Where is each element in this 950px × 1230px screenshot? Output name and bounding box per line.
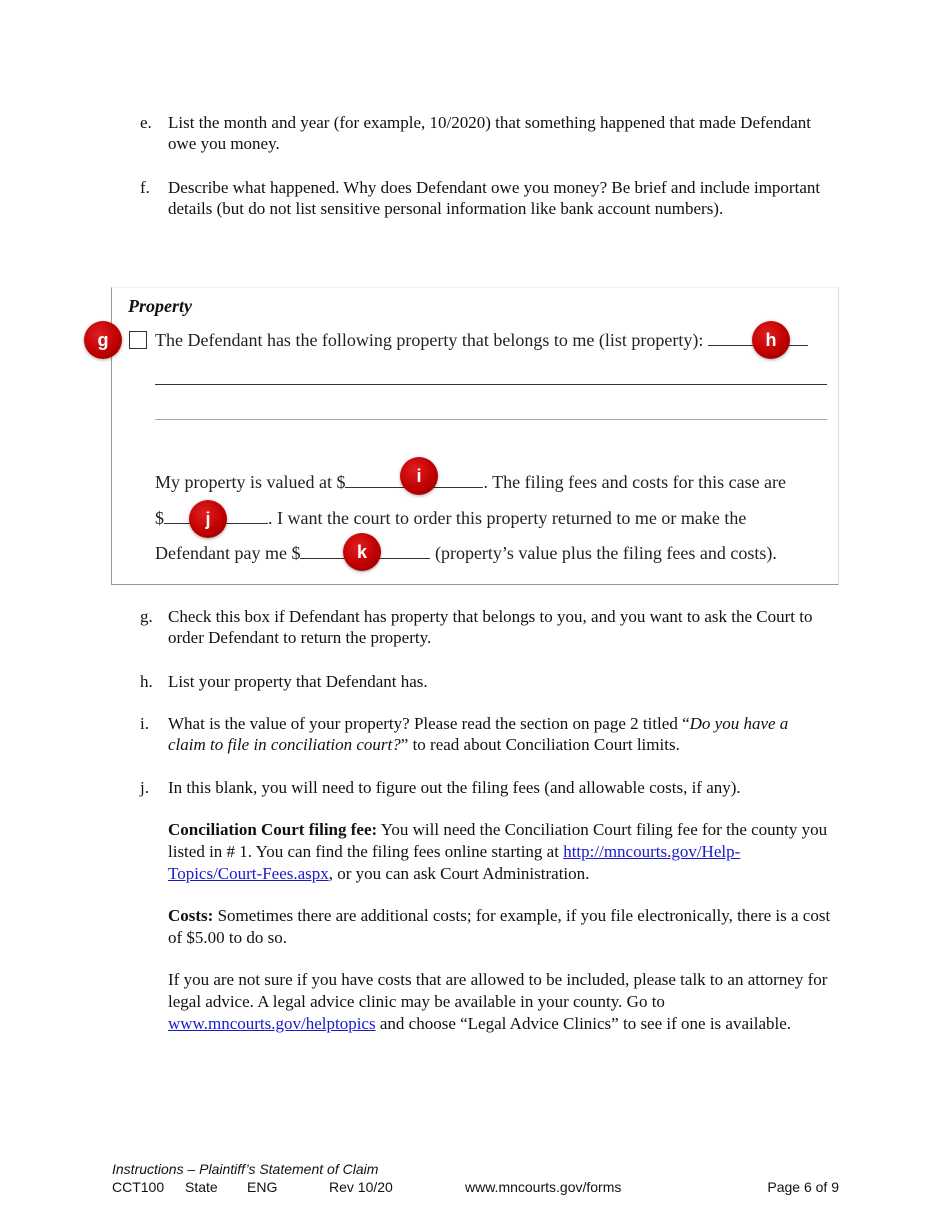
property-claim-text: The Defendant has the following property that belongs to me (list property):: [155, 330, 704, 350]
property-list-line-2[interactable]: [155, 419, 827, 420]
item-text: List the month and year (for example, 10/2020) that something happened that made Defendant owe you money.: [168, 113, 811, 153]
item-label: f.: [140, 178, 150, 197]
marker-i-icon: i: [400, 457, 438, 495]
marker-g-icon: g: [84, 321, 122, 359]
instruction-g: [140, 606, 830, 648]
item-label: j.: [140, 778, 149, 797]
footer-title: Instructions – Plaintiff’s Statement of Claim: [112, 1161, 379, 1177]
filing-fees-suffix: . I want the court to order this property returned to me or make the: [268, 508, 747, 528]
total-pay-line: [155, 543, 777, 564]
property-list-line-1[interactable]: [155, 384, 827, 385]
instruction-j: [140, 777, 830, 798]
legal-advice-paragraph: If you are not sure if you have costs that are allowed to be included, please talk to an attorney for legal advice. A legal advice clinic may be available in your county. Go to www.mncourts.gov/helptopics and choose “Legal Advice Clinics” to see if one is available.: [168, 970, 828, 1033]
total-pay-prefix: Defendant pay me $: [155, 543, 301, 563]
costs-heading: Costs:: [168, 906, 214, 925]
section-title: Do you have a claim to file in conciliation court?: [168, 714, 789, 754]
instruction-f: [140, 177, 830, 219]
item-label: h.: [140, 672, 153, 691]
costs-paragraph: Costs: Sometimes there are additional costs; for example, if you file electronically, there is a cost of $5.00 to do so.: [168, 906, 831, 947]
item-text: Describe what happened. Why does Defendant owe you money? Be brief and include important details (but do not list sensitive personal information like bank account numbers).: [168, 178, 821, 218]
forms-url: www.mncourts.gov/forms: [465, 1179, 622, 1195]
total-pay-suffix: (property’s value plus the filing fees and costs).: [434, 543, 777, 563]
helptopics-link[interactable]: www.mncourts.gov/helptopics: [168, 1014, 376, 1033]
marker-j-icon: j: [189, 500, 227, 538]
item-label: g.: [140, 607, 153, 626]
filing-fee-paragraph: Conciliation Court filing fee: You will need the Conciliation Court filing fee for the county you listed in # 1. You can find the filing fees online starting at http://mncourts.gov/Help-Topics/Court-Fees.aspx, or you can ask Court Administration.: [168, 820, 828, 883]
item-text: In this blank, you will need to figure out the filing fees (and allowable costs, if any).: [168, 778, 741, 797]
marker-k-icon: k: [343, 533, 381, 571]
property-checkbox[interactable]: [129, 331, 147, 349]
item-label: i.: [140, 714, 149, 733]
language: ENG: [247, 1179, 278, 1195]
property-value-prefix: My property is valued at $: [155, 472, 346, 492]
item-text: Check this box if Defendant has property that belongs to you, and you want to ask the Court to order Defendant to return the property.: [168, 607, 813, 647]
filing-fees-prefix: $: [155, 508, 164, 528]
revision: Rev 10/20: [329, 1179, 393, 1195]
property-heading: Property: [128, 296, 192, 316]
marker-h-icon: h: [752, 321, 790, 359]
instruction-h: [140, 671, 830, 692]
property-section: [111, 287, 839, 585]
form-code: CCT100: [112, 1179, 165, 1195]
item-text: What is the value of your property? Please read the section on page 2 titled “Do you have a claim to file in conciliation court?” to read about Conciliation Court limits.: [168, 714, 789, 754]
filing-fees-line: [155, 508, 746, 529]
page-number: Page 6 of 9: [767, 1179, 839, 1195]
property-value-line: [155, 472, 786, 493]
instruction-i: [140, 713, 830, 755]
filing-fee-heading: Conciliation Court filing fee:: [168, 820, 378, 839]
jurisdiction: State: [185, 1179, 218, 1195]
item-label: e.: [140, 113, 152, 132]
property-value-suffix: . The filing fees and costs for this case are: [483, 472, 787, 492]
court-fees-link[interactable]: http://mncourts.gov/Help-Topics/Court-Fees.aspx: [168, 842, 741, 883]
instruction-e: [140, 112, 830, 154]
property-claim-line: [155, 330, 808, 351]
item-text: List your property that Defendant has.: [168, 672, 428, 691]
